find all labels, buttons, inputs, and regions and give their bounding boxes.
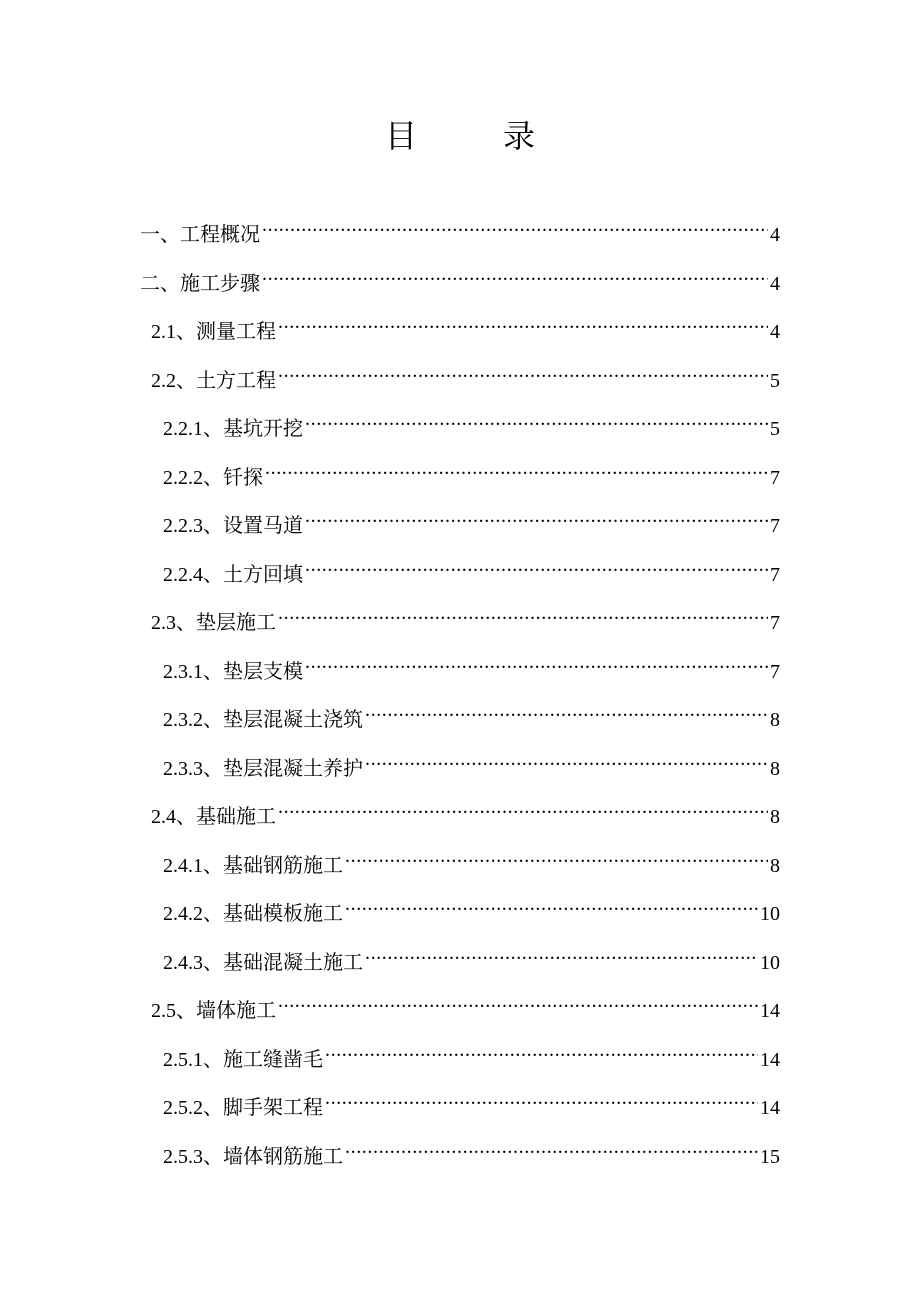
toc-entry-number: 2.3.1、 bbox=[163, 660, 223, 683]
toc-entry-leader-dots bbox=[345, 890, 758, 920]
toc-entry-page-number: 10 bbox=[760, 903, 780, 925]
toc-entry-page-number: 7 bbox=[770, 612, 780, 634]
toc-entry-label: 垫层支模 bbox=[223, 658, 303, 683]
toc-entry-label: 基础钢筋施工 bbox=[223, 852, 343, 877]
toc-entry-page-number: 14 bbox=[760, 1000, 780, 1022]
toc-entry[interactable] bbox=[163, 696, 780, 731]
toc-entry-leader-dots bbox=[265, 454, 768, 484]
toc-entry-page-number: 7 bbox=[770, 660, 780, 683]
toc-entry-leader-dots bbox=[305, 551, 768, 581]
toc-entry-label: 施工缝凿毛 bbox=[223, 1046, 323, 1071]
toc-entry-leader-dots bbox=[278, 357, 768, 387]
toc-entry[interactable] bbox=[163, 454, 780, 489]
toc-entry-page-number: 15 bbox=[760, 1145, 780, 1168]
toc-entry[interactable] bbox=[163, 939, 780, 974]
toc-entry-number: 2.3.2、 bbox=[163, 709, 223, 731]
toc-entry-label: 土方工程 bbox=[196, 367, 276, 392]
toc-entry-number: 2.1、 bbox=[151, 321, 196, 343]
toc-entry-label: 钎探 bbox=[223, 464, 263, 489]
toc-entry-page-number: 5 bbox=[770, 418, 780, 440]
toc-entry[interactable] bbox=[140, 260, 780, 295]
toc-entry-label: 施工步骤 bbox=[180, 270, 260, 295]
toc-entry-page-number: 8 bbox=[770, 806, 780, 828]
toc-entry-leader-dots bbox=[325, 1036, 758, 1066]
toc-entry-number: 2.5、 bbox=[151, 1000, 196, 1022]
toc-entry-page-number: 7 bbox=[770, 466, 780, 489]
toc-entry-page-number: 4 bbox=[770, 272, 780, 295]
toc-entry[interactable] bbox=[163, 890, 780, 925]
toc-entry-number: 2.4、 bbox=[151, 806, 196, 828]
toc-entry-page-number: 8 bbox=[770, 757, 780, 780]
toc-entry-page-number: 8 bbox=[770, 854, 780, 877]
toc-entry-number: 2.2.1、 bbox=[163, 418, 223, 440]
toc-entry-leader-dots bbox=[365, 696, 768, 726]
toc-entry-leader-dots bbox=[325, 1084, 758, 1114]
toc-entry-page-number: 14 bbox=[760, 1097, 780, 1119]
toc-entry[interactable] bbox=[163, 1084, 780, 1119]
toc-entry-number: 二、 bbox=[140, 272, 180, 295]
toc-entry-number: 2.5.1、 bbox=[163, 1048, 223, 1071]
toc-entry-number: 2.4.1、 bbox=[163, 854, 223, 877]
toc-entry-page-number: 5 bbox=[770, 369, 780, 392]
toc-entry[interactable] bbox=[163, 1036, 780, 1071]
toc-entry-page-number: 10 bbox=[760, 951, 780, 974]
toc-entry-page-number: 4 bbox=[770, 224, 780, 246]
toc-entry[interactable] bbox=[163, 1133, 780, 1168]
toc-entry[interactable] bbox=[163, 551, 780, 586]
toc-entry-leader-dots bbox=[345, 1133, 758, 1163]
toc-entry-page-number: 14 bbox=[760, 1048, 780, 1071]
toc-entry-number: 2.5.2、 bbox=[163, 1097, 223, 1119]
toc-entry-leader-dots bbox=[305, 648, 768, 678]
toc-entry-label: 设置马道 bbox=[223, 513, 303, 537]
toc-entry-page-number: 4 bbox=[770, 321, 780, 343]
toc-title-char-2: 录 bbox=[503, 117, 536, 155]
toc-entry-number: 2.5.3、 bbox=[163, 1145, 223, 1168]
toc-entry-label: 工程概况 bbox=[180, 222, 260, 246]
toc-entry[interactable] bbox=[151, 793, 780, 828]
toc-entry-number: 2.4.3、 bbox=[163, 951, 223, 974]
toc-entry-label: 垫层施工 bbox=[196, 610, 276, 634]
toc-entry[interactable] bbox=[151, 987, 780, 1022]
toc-entry-leader-dots bbox=[305, 405, 768, 435]
toc-entry-number: 2.2.4、 bbox=[163, 563, 223, 586]
toc-entry[interactable] bbox=[163, 405, 780, 440]
toc-title bbox=[0, 112, 920, 160]
toc-entry-leader-dots bbox=[278, 599, 768, 629]
toc-entry-label: 基础混凝土施工 bbox=[223, 949, 363, 974]
toc-entry[interactable] bbox=[151, 599, 780, 634]
toc-entry-label: 垫层混凝土养护 bbox=[223, 755, 363, 780]
toc-entry-label: 墙体钢筋施工 bbox=[223, 1143, 343, 1168]
toc-entry-label: 测量工程 bbox=[196, 319, 276, 343]
toc-entry-page-number: 8 bbox=[770, 709, 780, 731]
toc-entry-number: 2.2.2、 bbox=[163, 466, 223, 489]
toc-entry-leader-dots bbox=[262, 260, 768, 290]
toc-entry-label: 土方回填 bbox=[223, 561, 303, 586]
toc-entry-number: 2.4.2、 bbox=[163, 903, 223, 925]
toc-entry-number: 2.2.3、 bbox=[163, 515, 223, 537]
toc-entry-number: 2.2、 bbox=[151, 369, 196, 392]
toc-entry[interactable] bbox=[151, 357, 780, 392]
toc-entry-number: 2.3、 bbox=[151, 612, 196, 634]
toc-entry[interactable] bbox=[151, 308, 780, 343]
toc-entry-label: 脚手架工程 bbox=[223, 1095, 323, 1119]
toc-entry-leader-dots bbox=[262, 211, 768, 241]
toc-entry-page-number: 7 bbox=[770, 563, 780, 586]
toc-entry-leader-dots bbox=[365, 745, 768, 775]
toc-entry-leader-dots bbox=[305, 502, 768, 532]
toc-entry-leader-dots bbox=[365, 939, 758, 969]
toc-entry[interactable] bbox=[163, 648, 780, 683]
toc-entry[interactable] bbox=[163, 745, 780, 780]
toc-entry-number: 2.3.3、 bbox=[163, 757, 223, 780]
toc-entry-leader-dots bbox=[278, 987, 758, 1017]
toc-entry-label: 基坑开挖 bbox=[223, 416, 303, 440]
toc-entry[interactable] bbox=[140, 211, 780, 246]
toc-entry-leader-dots bbox=[345, 842, 768, 872]
toc-entry-page-number: 7 bbox=[770, 515, 780, 537]
toc-entry[interactable] bbox=[163, 842, 780, 877]
toc-entry-label: 垫层混凝土浇筑 bbox=[223, 707, 363, 731]
toc-entry[interactable] bbox=[163, 502, 780, 537]
toc-entry-label: 基础模板施工 bbox=[223, 901, 343, 925]
toc-entry-label: 墙体施工 bbox=[196, 998, 276, 1022]
toc-entry-number: 一、 bbox=[140, 224, 180, 246]
toc-entry-leader-dots bbox=[278, 793, 768, 823]
toc-title-char-1: 目 bbox=[384, 117, 417, 155]
toc-entry-label: 基础施工 bbox=[196, 804, 276, 828]
toc-entry-leader-dots bbox=[278, 308, 768, 338]
